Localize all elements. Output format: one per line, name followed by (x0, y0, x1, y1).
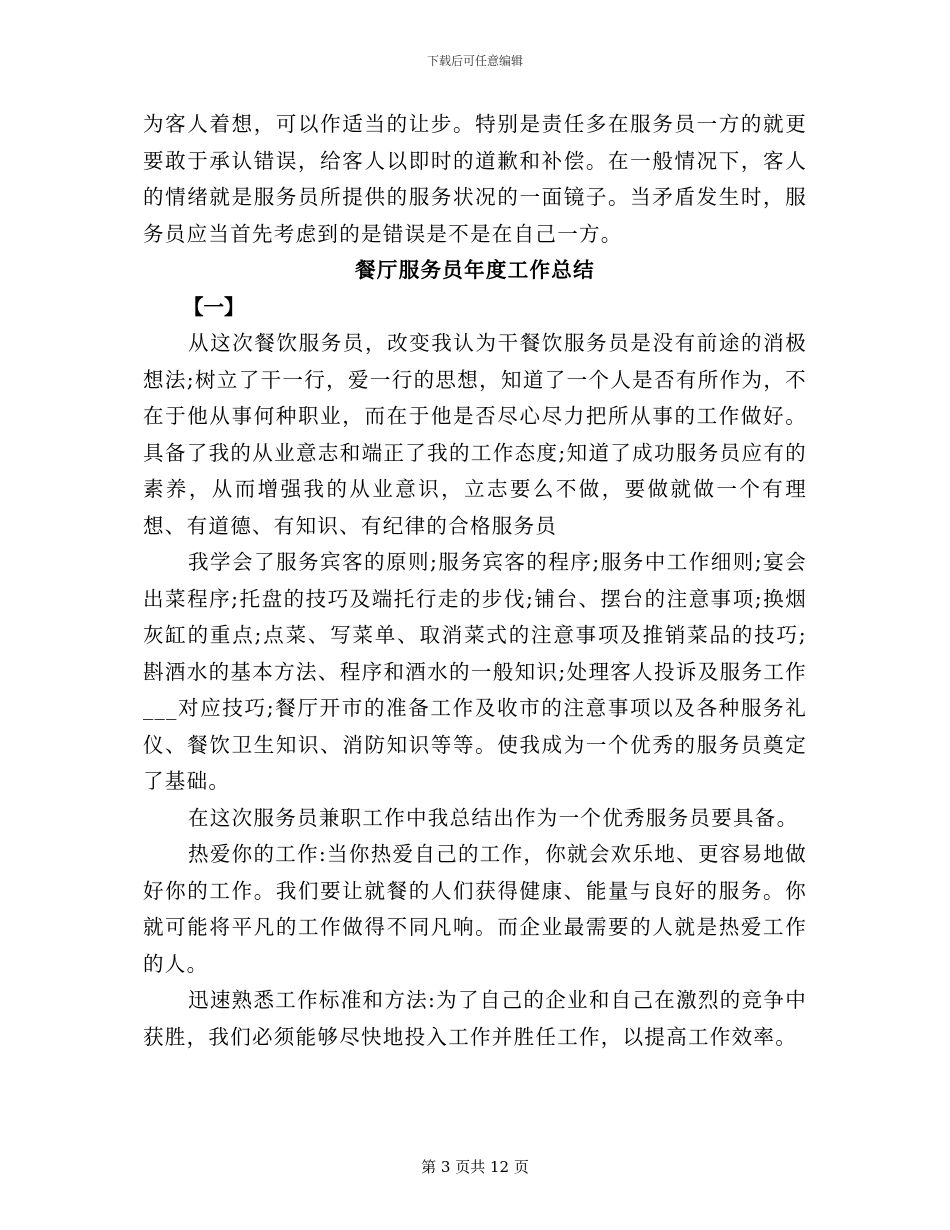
paragraph-2: 我学会了服务宾客的原则;服务宾客的程序;服务中工作细则;宴会出菜程序;托盘的技巧及端托行走的步伐;铺台、摆台的注意事项;换烟灰缸的重点;点菜、写菜单、取消菜式的注意事项及推销菜品的技巧;斟酒水的基本方法、程序和酒水的一般知识;处理客人投诉及服务工作___对应技巧;餐厅开市的准备工作及收市的注意事项以及各种服务礼仪、餐饮卫生知识、消防知识等等。使我成为一个优秀的服务员奠定了基础。 (143, 550, 807, 793)
document-body (143, 106, 807, 1055)
paragraph-3: 在这次服务员兼职工作中我总结出作为一个优秀服务员要具备。 (188, 805, 799, 830)
page-header-note: 下载后可任意编辑 (426, 54, 523, 68)
paragraph-1: 从这次餐饮服务员，改变我认为干餐饮服务员是没有前途的消极想法;树立了干一行，爱一行的思想，知道了一个人是否有所作为，不在于他从事何种职业，而在于他是否尽心尽力把所从事的工作做好。具备了我的从业意志和端正了我的工作态度;知道了成功服务员应有的素养，从而增强我的从业意识，立志要么不做，要做就做一个有理想、有道德、有知识、有纪律的合格服务员 (143, 331, 807, 538)
paragraph-4: 热爱你的工作:当你热爱自己的工作，你就会欢乐地、更容易地做好你的工作。我们要让就餐的人们获得健康、能量与良好的服务。你就可能将平凡的工作做得不同凡响。而企业最需要的人就是热爱工作的人。 (143, 842, 807, 976)
continued-paragraph: 为客人着想，可以作适当的让步。特别是责任多在服务员一方的就更要敢于承认错误，给客人以即时的道歉和补偿。在一般情况下，客人的情绪就是服务员所提供的服务状况的一面镜子。当矛盾发生时，服务员应当首先考虑到的是错误是不是在自己一方。 (143, 112, 807, 246)
section-marker: 【一】 (183, 294, 245, 319)
document-title: 餐厅服务员年度工作总结 (355, 258, 595, 282)
page-number: 第 3 页共 12 页 (421, 1158, 529, 1176)
paragraph-5: 迅速熟悉工作标准和方法:为了自己的企业和自己在激烈的竞争中获胜，我们必须能够尽快地投入工作并胜任工作，以提高工作效率。 (143, 988, 807, 1049)
